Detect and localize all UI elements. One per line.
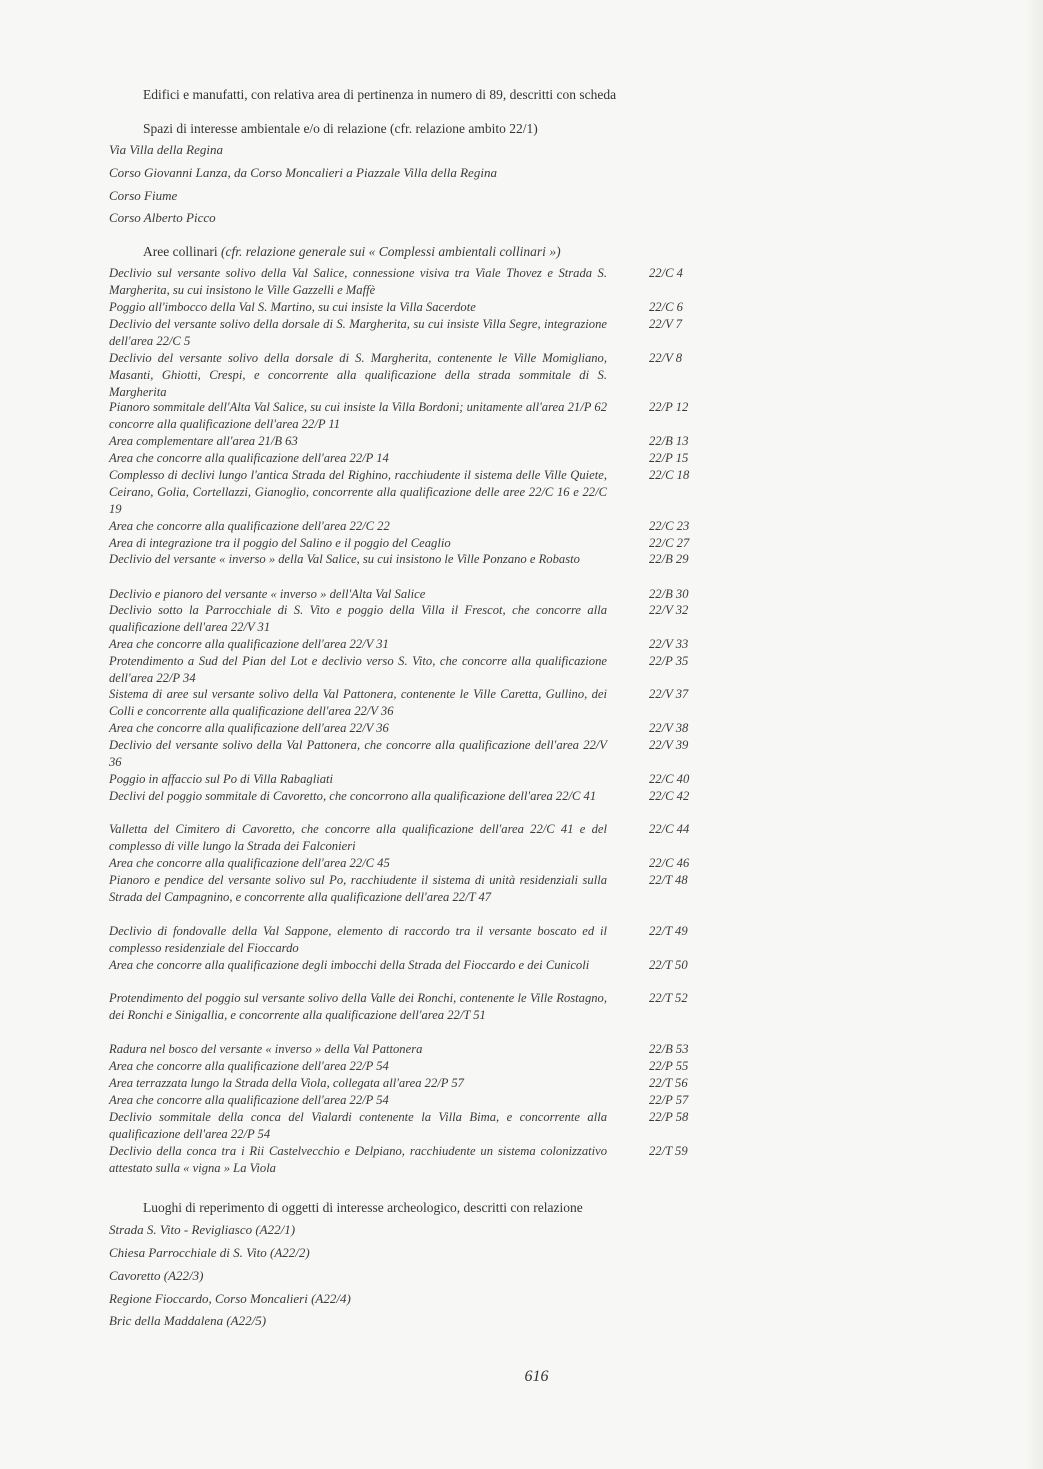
aree-entry-text: Declivi del poggio sommitale di Cavoretto, che concorrono alla qualificazione dell'area 22/C 41 <box>109 789 597 803</box>
aree-entry <box>109 535 690 552</box>
aree-entry <box>109 872 688 906</box>
aree-entry-code: 22/V 8 <box>649 351 683 365</box>
aree-entry-text: Declivio di fondovalle della Val Sappone, elemento di raccordo tra il versante boscato ed il complesso residenziale del Fioccardo <box>109 924 607 956</box>
aree-entry <box>109 551 689 568</box>
aree-entry-code: 22/B 29 <box>649 552 689 566</box>
aree-entry-code: 22/C 23 <box>649 519 690 533</box>
aree-entry <box>109 316 683 350</box>
spazi-item: Corso Giovanni Lanza, da Corso Moncalieri a Piazzale Villa della Regina <box>109 165 497 180</box>
aree-entry <box>109 1041 689 1058</box>
luoghi-item: Chiesa Parrocchiale di S. Vito (A22/2) <box>109 1245 310 1260</box>
spazi-item: Via Villa della Regina <box>109 142 223 157</box>
aree-entry-code: 22/P 57 <box>649 1093 689 1107</box>
aree-entry-code: 22/T 50 <box>649 958 688 972</box>
aree-entry-code: 22/B 53 <box>649 1042 689 1056</box>
aree-entry-text: Sistema di aree sul versante solivo della Val Pattonera, contenente le Ville Caretta, Gullino, dei Colli e concorrente alla qualificazione dell'area 22/V 36 <box>109 687 607 719</box>
header-line: Edifici e manufatti, con relativa area di pertinenza in numero di 89, descritti con scheda <box>143 87 617 102</box>
aree-heading <box>143 243 561 260</box>
luoghi-heading: Luoghi di reperimento di oggetti di interesse archeologico, descritti con relazione <box>143 1200 583 1215</box>
aree-entry-text: Declivio della conca tra i Rii Castelvecchio e Delpiano, racchiudente un sistema colonizzativo attestato sulla « vigna » La Viola <box>109 1144 607 1176</box>
aree-entry <box>109 855 690 872</box>
aree-entry <box>109 720 689 737</box>
luoghi-item: Bric della Maddalena (A22/5) <box>109 1313 267 1328</box>
aree-entry-code: 22/C 27 <box>649 536 690 550</box>
aree-entry-code: 22/B 13 <box>649 434 689 448</box>
aree-entry-code: 22/T 59 <box>649 1144 688 1158</box>
aree-entry-text: Area terrazzata lungo la Strada della Viola, collegata all'area 22/P 57 <box>109 1076 464 1090</box>
aree-entry-text: Poggio all'imbocco della Val S. Martino, su cui insiste la Villa Sacerdote <box>109 300 476 314</box>
aree-entry-text: Declivio del versante solivo della Val Pattonera, che concorre alla qualificazione dell'area 22/V 36 <box>109 738 607 770</box>
luoghi-item: Regione Fioccardo, Corso Moncalieri (A22/4) <box>109 1291 351 1306</box>
page-edge-shadow <box>1025 0 1043 1469</box>
aree-entry-text: Area che concorre alla qualificazione dell'area 22/V 31 <box>109 637 389 651</box>
spazi-heading: Spazi di interesse ambientale e/o di relazione (cfr. relazione ambito 22/1) <box>143 121 538 136</box>
aree-entry-text: Pianoro e pendice del versante solivo sul Po, racchiudente il sistema di unità residenziali sulla Strada del Campagnino, e concorrente alla qualificazione dell'area 22/T 47 <box>109 873 607 905</box>
aree-entry <box>109 299 683 316</box>
aree-entry <box>109 518 690 535</box>
aree-entry-code: 22/V 7 <box>649 317 683 331</box>
aree-entry-code: 22/V 39 <box>649 738 689 752</box>
aree-entry <box>109 788 690 805</box>
aree-entry <box>109 686 689 720</box>
aree-entry <box>109 923 688 957</box>
aree-entry-text: Area che concorre alla qualificazione dell'area 22/P 54 <box>109 1059 389 1073</box>
aree-entry-code: 22/V 32 <box>649 603 689 617</box>
aree-entry <box>109 450 689 467</box>
aree-entry <box>109 1075 688 1092</box>
aree-entry-code: 22/C 6 <box>649 300 683 314</box>
aree-entry-text: Area che concorre alla qualificazione dell'area 22/C 45 <box>109 856 390 870</box>
aree-entry-text: Declivio sommitale della conca del Vialardi contenente la Villa Bima, e concorrente alla qualificazione dell'area 22/P 54 <box>109 1110 607 1142</box>
aree-entry-code: 22/T 52 <box>649 991 688 1005</box>
aree-entry <box>109 467 690 519</box>
aree-entry-text: Protendimento a Sud del Pian del Lot e declivio verso S. Vito, che concorre alla qualificazione dell'area 22/P 34 <box>109 654 607 686</box>
aree-entry <box>109 265 683 299</box>
aree-entry-code: 22/V 33 <box>649 637 689 651</box>
aree-entry-code: 22/P 35 <box>649 654 689 668</box>
aree-entry-code: 22/T 49 <box>649 924 688 938</box>
aree-entry-text: Area che concorre alla qualificazione dell'area 22/V 36 <box>109 721 389 735</box>
aree-entry <box>109 771 690 788</box>
aree-entry-code: 22/V 38 <box>649 721 689 735</box>
aree-entry <box>109 433 689 450</box>
aree-entry-text: Area che concorre alla qualificazione dell'area 22/P 54 <box>109 1093 389 1107</box>
aree-entry-text: Valletta del Cimitero di Cavoretto, che concorre alla qualificazione dell'area 22/C 41 e del complesso di ville lungo la Strada dei Falconieri <box>109 822 607 854</box>
spazi-item: Corso Fiume <box>109 188 178 203</box>
aree-entry <box>109 602 689 636</box>
aree-entry-text: Declivio sul versante solivo della Val Salice, connessione visiva tra Viale Thovez e Strada S. Margherita, su cui insistono le Ville Gazzelli e Maffè <box>109 266 607 298</box>
aree-entry <box>109 1109 689 1143</box>
aree-entry-text: Declivio del versante solivo della dorsale di S. Margherita, contenente le Ville Momigliano, Masanti, Ghiotti, Crespi, e concorrente alla qualificazione della strada sommitale di S. Margherita <box>109 351 607 400</box>
aree-heading-plain: Aree collinari <box>143 244 218 259</box>
aree-entry <box>109 1058 689 1075</box>
aree-entry <box>109 636 689 653</box>
aree-entry-text: Area che concorre alla qualificazione degli imbocchi della Strada del Fioccardo e dei Cunicoli <box>109 958 590 972</box>
luoghi-item: Cavoretto (A22/3) <box>109 1268 204 1283</box>
aree-heading-italic: (cfr. relazione generale sui « Complessi ambientali collinari ») <box>220 244 561 259</box>
aree-entry-text: Declivio e pianoro del versante « inverso » dell'Alta Val Salice <box>109 587 426 601</box>
aree-entry-text: Area che concorre alla qualificazione dell'area 22/C 22 <box>109 519 390 533</box>
aree-entry-code: 22/B 30 <box>649 587 689 601</box>
aree-entry-code: 22/P 55 <box>649 1059 689 1073</box>
aree-entry <box>109 1092 689 1109</box>
aree-entry-code: 22/T 56 <box>649 1076 688 1090</box>
aree-entry-code: 22/P 12 <box>649 400 689 414</box>
aree-entry-code: 22/C 18 <box>649 468 690 482</box>
aree-entry-text: Area che concorre alla qualificazione dell'area 22/P 14 <box>109 451 389 465</box>
aree-entry-text: Area di integrazione tra il poggio del Salino e il poggio del Ceaglio <box>109 536 451 550</box>
aree-entry-code: 22/C 4 <box>649 266 683 280</box>
aree-entry-code: 22/C 42 <box>649 789 690 803</box>
aree-entry <box>109 350 683 402</box>
aree-entry <box>109 821 690 855</box>
aree-entry-code: 22/T 48 <box>649 873 688 887</box>
aree-entry <box>109 1143 688 1177</box>
luoghi-item: Strada S. Vito - Revigliasco (A22/1) <box>109 1222 296 1237</box>
aree-entry-code: 22/V 37 <box>649 687 689 701</box>
aree-entry-code: 22/P 15 <box>649 451 689 465</box>
aree-entry-text: Declivio del versante « inverso » della Val Salice, su cui insistono le Ville Ponzano e Robasto <box>109 552 580 566</box>
spazi-item: Corso Alberto Picco <box>109 210 216 225</box>
aree-entry-code: 22/C 46 <box>649 856 690 870</box>
aree-entry-text: Declivio sotto la Parrocchiale di S. Vito e poggio della Villa il Frescot, che concorre alla qualificazione dell'area 22/V 31 <box>109 603 607 635</box>
aree-entry <box>109 957 688 974</box>
aree-entry-text: Poggio in affaccio sul Po di Villa Rabagliati <box>109 772 333 786</box>
aree-entry-code: 22/P 58 <box>649 1110 689 1124</box>
aree-entry <box>109 586 689 603</box>
aree-entry <box>109 990 688 1024</box>
aree-entry-text: Protendimento del poggio sul versante solivo della Valle dei Ronchi, contenente le Ville Rostagno, dei Ronchi e Sinigallia, e concorrente alla qualificazione dell'area 22/T 51 <box>109 991 607 1023</box>
aree-entry <box>109 653 689 687</box>
aree-entry-text: Pianoro sommitale dell'Alta Val Salice, su cui insiste la Villa Bordoni; unitamente all'area 21/P 62 concorre alla qualificazione dell'area 22/P 11 <box>109 400 607 432</box>
aree-entry-text: Complesso di declivi lungo l'antica Strada del Righino, racchiudente il sistema delle Ville Quiete, Ceirano, Golia, Cortellazzi, Gianoglio, concorrente alla qualificazione delle aree 22/C 16 e 22/C 19 <box>109 468 607 517</box>
aree-entry-text: Area complementare all'area 21/B 63 <box>109 434 298 448</box>
aree-entry-code: 22/C 44 <box>649 822 690 836</box>
page-number: 616 <box>524 1368 549 1385</box>
aree-entry <box>109 737 689 771</box>
aree-entry <box>109 399 689 433</box>
aree-entry-code: 22/C 40 <box>649 772 690 786</box>
aree-entry-text: Declivio del versante solivo della dorsale di S. Margherita, su cui insiste Villa Segre, integrazione dell'area 22/C 5 <box>109 317 607 349</box>
aree-entry-text: Radura nel bosco del versante « inverso » della Val Pattonera <box>109 1042 423 1056</box>
